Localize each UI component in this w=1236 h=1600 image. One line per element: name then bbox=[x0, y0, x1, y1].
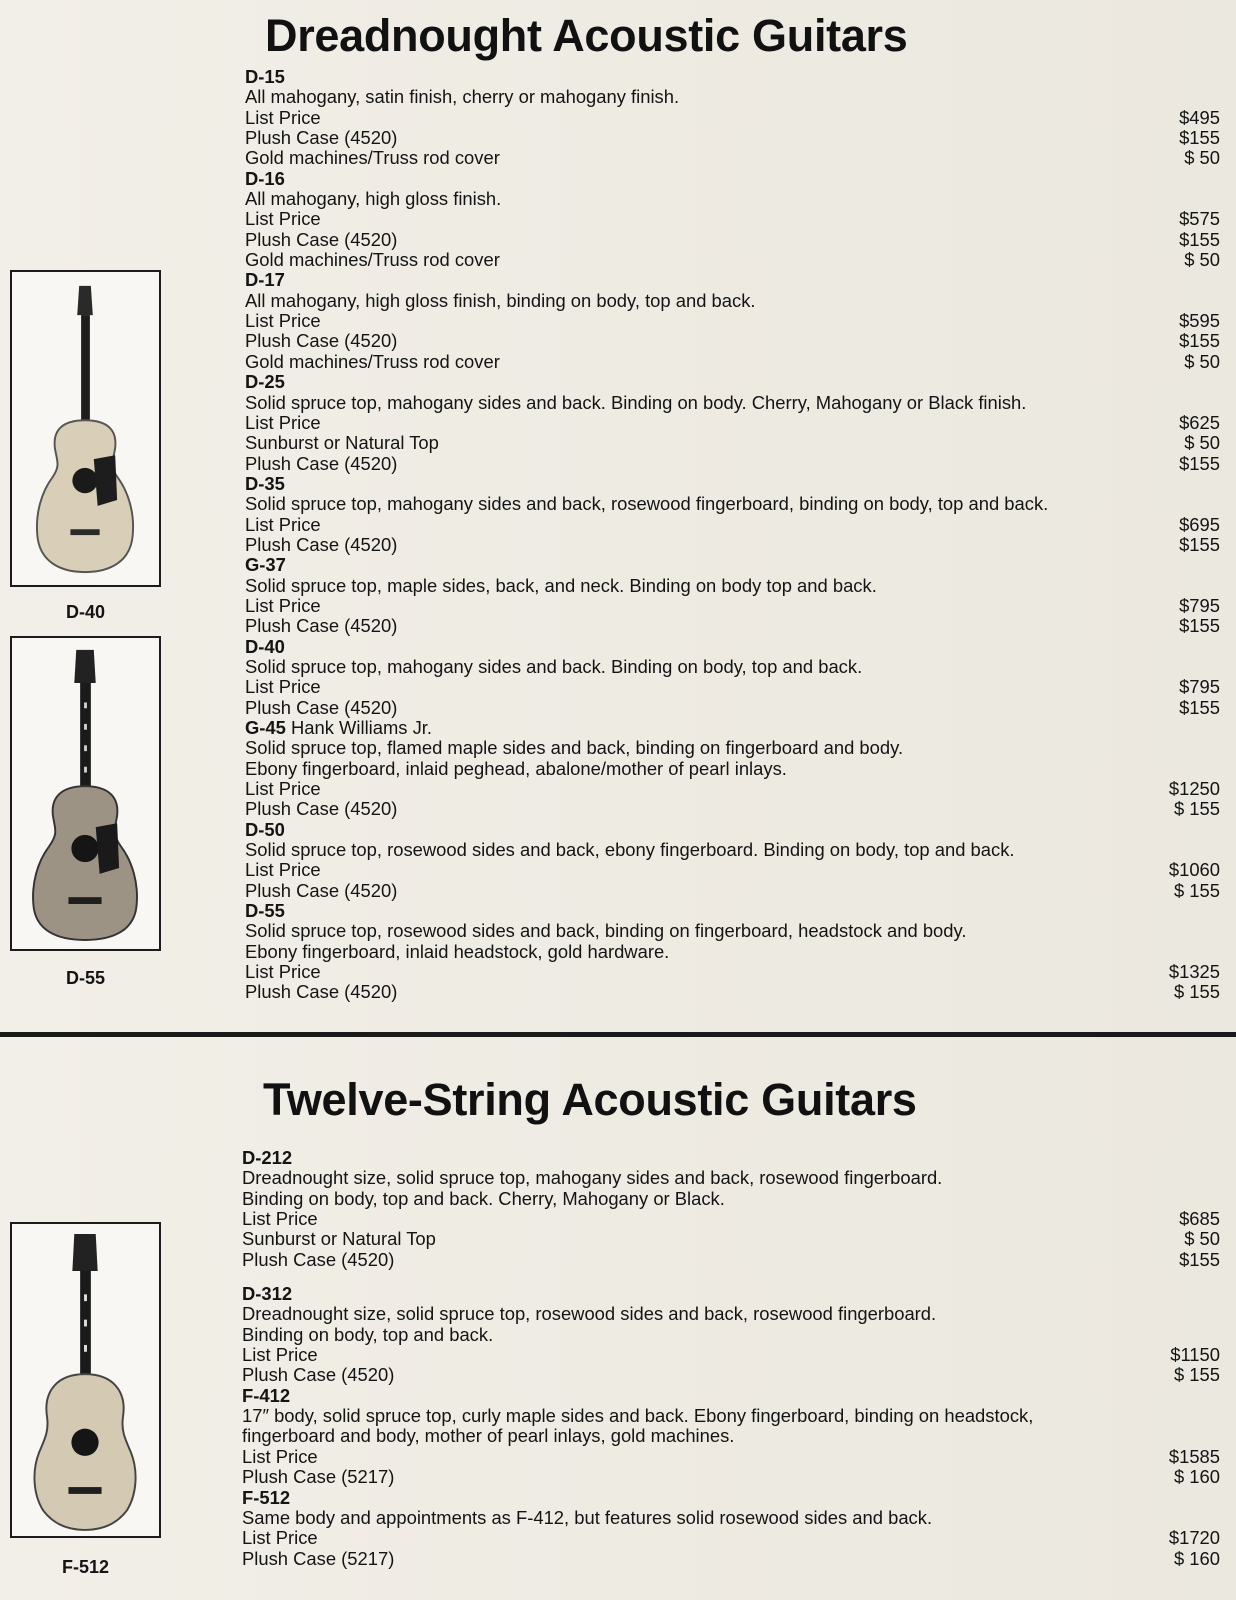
line-text: Plush Case (4520) bbox=[245, 533, 398, 555]
line-text: Ebony fingerboard, inlaid peghead, abalone/mother of pearl inlays. bbox=[245, 757, 787, 779]
line-price: $ 155 bbox=[1173, 798, 1220, 820]
model-entry bbox=[242, 1386, 1220, 1488]
line-text: List Price bbox=[245, 208, 321, 230]
price-line bbox=[242, 1426, 1220, 1446]
price-line bbox=[242, 1528, 1220, 1548]
photo-caption-d55: D-55 bbox=[65, 968, 105, 988]
line-text: Dreadnought size, solid spruce top, rosewood sides and back, rosewood fingerboard. bbox=[242, 1303, 937, 1325]
price-line bbox=[245, 454, 1220, 474]
line-text: Solid spruce top, mahogany sides and back, rosewood fingerboard, binding on body, top and back. bbox=[245, 493, 1049, 515]
model-entry bbox=[245, 901, 1220, 1003]
model-name: G-45 bbox=[245, 717, 286, 738]
line-text: Dreadnought size, solid spruce top, mahogany sides and back, rosewood fingerboard. bbox=[242, 1167, 943, 1189]
line-text: Ebony fingerboard, inlaid headstock, gold hardware. bbox=[245, 940, 670, 962]
line-text: Plush Case (5217) bbox=[242, 1466, 395, 1488]
model-name: D-50 bbox=[245, 818, 285, 840]
price-line bbox=[245, 87, 1220, 107]
line-text: Solid spruce top, mahogany sides and back. Binding on body, top and back. bbox=[245, 655, 863, 677]
photo-caption-d40: D-40 bbox=[65, 602, 105, 622]
price-line bbox=[242, 1406, 1220, 1426]
line-price: $575 bbox=[1179, 208, 1220, 230]
price-line bbox=[245, 677, 1220, 697]
line-price: $795 bbox=[1179, 594, 1220, 616]
line-text: Gold machines/Truss rod cover bbox=[245, 147, 500, 169]
model-heading bbox=[245, 718, 1220, 738]
line-text: Plush Case (4520) bbox=[245, 798, 398, 820]
model-name: D-17 bbox=[245, 269, 285, 291]
price-line bbox=[245, 209, 1220, 229]
price-line bbox=[245, 942, 1220, 962]
line-text: List Price bbox=[245, 859, 321, 881]
model-entry bbox=[245, 474, 1220, 555]
price-line bbox=[245, 494, 1220, 514]
line-price: $495 bbox=[1179, 106, 1220, 128]
line-price: $1150 bbox=[1170, 1344, 1220, 1366]
line-text: Plush Case (4520) bbox=[245, 615, 398, 637]
line-text: List Price bbox=[245, 676, 321, 698]
line-text: Gold machines/Truss rod cover bbox=[245, 249, 500, 271]
line-price: $1060 bbox=[1168, 859, 1220, 881]
line-text: Plush Case (5217) bbox=[242, 1547, 395, 1569]
line-text: Plush Case (4520) bbox=[242, 1248, 395, 1270]
photo-caption-f512: F-512 bbox=[61, 1557, 110, 1577]
price-line bbox=[242, 1229, 1220, 1249]
line-text: List Price bbox=[245, 106, 321, 128]
guitar-photo-d40 bbox=[10, 270, 161, 587]
line-text: Plush Case (4520) bbox=[245, 696, 398, 718]
model-heading bbox=[245, 372, 1220, 392]
price-line bbox=[245, 291, 1220, 311]
line-price: $685 bbox=[1179, 1208, 1220, 1230]
line-text: Plush Case (4520) bbox=[245, 879, 398, 901]
line-price: $ 155 bbox=[1173, 1364, 1220, 1386]
line-price: $155 bbox=[1179, 127, 1220, 149]
line-text: Same body and appointments as F-412, but features solid rosewood sides and back. bbox=[242, 1506, 933, 1528]
price-line bbox=[245, 413, 1220, 433]
model-heading bbox=[245, 820, 1220, 840]
price-line bbox=[245, 860, 1220, 880]
guitar-photo-d55 bbox=[10, 636, 161, 951]
price-line bbox=[245, 515, 1220, 535]
model-name: D-40 bbox=[245, 635, 285, 657]
twelve-string-price-list bbox=[242, 1148, 1220, 1569]
line-price: $155 bbox=[1179, 330, 1220, 352]
guitar-d40-icon bbox=[12, 272, 159, 585]
line-text: Plush Case (4520) bbox=[245, 228, 398, 250]
price-line bbox=[245, 128, 1220, 148]
model-name: D-55 bbox=[245, 900, 285, 922]
model-entry bbox=[245, 169, 1220, 271]
line-text: List Price bbox=[245, 310, 321, 332]
model-name: F-412 bbox=[242, 1384, 291, 1406]
model-heading bbox=[242, 1386, 1220, 1406]
line-text: Sunburst or Natural Top bbox=[242, 1228, 436, 1250]
price-line bbox=[242, 1168, 1220, 1188]
section-title-dreadnought: Dreadnought Acoustic Guitars bbox=[265, 10, 908, 61]
price-line bbox=[245, 616, 1220, 636]
model-entry bbox=[245, 555, 1220, 636]
model-heading bbox=[245, 901, 1220, 921]
line-price: $595 bbox=[1179, 310, 1220, 332]
line-text: List Price bbox=[245, 411, 321, 433]
line-text: 17″ body, solid spruce top, curly maple sides and back. Ebony fingerboard, binding on headstock, bbox=[242, 1405, 1034, 1427]
model-entry bbox=[245, 820, 1220, 901]
model-name: D-25 bbox=[245, 371, 285, 393]
model-heading bbox=[245, 637, 1220, 657]
line-price: $ 160 bbox=[1173, 1466, 1220, 1488]
model-heading bbox=[245, 67, 1220, 87]
line-text: List Price bbox=[242, 1208, 318, 1230]
price-line bbox=[242, 1189, 1220, 1209]
line-price: $155 bbox=[1179, 228, 1220, 250]
model-entry bbox=[245, 67, 1220, 169]
model-name: D-15 bbox=[245, 66, 285, 87]
line-text: Solid spruce top, flamed maple sides and back, binding on fingerboard and body. bbox=[245, 737, 904, 759]
model-entry bbox=[242, 1488, 1220, 1569]
line-price: $ 50 bbox=[1184, 249, 1220, 271]
price-line bbox=[245, 250, 1220, 270]
price-line bbox=[242, 1549, 1220, 1569]
model-heading bbox=[245, 270, 1220, 290]
model-heading bbox=[245, 474, 1220, 494]
price-line bbox=[245, 148, 1220, 168]
model-heading bbox=[242, 1148, 1220, 1168]
line-text: List Price bbox=[245, 513, 321, 535]
line-text: List Price bbox=[245, 778, 321, 800]
line-text: Gold machines/Truss rod cover bbox=[245, 350, 500, 372]
line-price: $1720 bbox=[1168, 1527, 1220, 1549]
line-price: $155 bbox=[1179, 696, 1220, 718]
model-name: D-16 bbox=[245, 167, 285, 189]
line-text: List Price bbox=[245, 594, 321, 616]
guitar-d55-icon bbox=[12, 638, 159, 949]
price-line bbox=[245, 331, 1220, 351]
guitar-f512-icon bbox=[12, 1224, 159, 1536]
model-entry bbox=[245, 637, 1220, 718]
line-text: List Price bbox=[242, 1445, 318, 1467]
line-price: $ 50 bbox=[1184, 350, 1220, 372]
price-line bbox=[245, 576, 1220, 596]
price-line bbox=[245, 779, 1220, 799]
price-line bbox=[245, 921, 1220, 941]
price-line bbox=[242, 1304, 1220, 1324]
model-name: D-312 bbox=[242, 1283, 293, 1305]
price-line bbox=[242, 1365, 1220, 1385]
price-line bbox=[245, 393, 1220, 413]
line-text: List Price bbox=[242, 1344, 318, 1366]
price-line bbox=[245, 759, 1220, 779]
price-line bbox=[245, 433, 1220, 453]
price-line bbox=[245, 962, 1220, 982]
price-line bbox=[245, 657, 1220, 677]
line-text: Plush Case (4520) bbox=[242, 1364, 395, 1386]
price-line bbox=[245, 311, 1220, 331]
line-text: Plush Case (4520) bbox=[245, 127, 398, 149]
line-price: $155 bbox=[1179, 533, 1220, 555]
price-line bbox=[245, 982, 1220, 1002]
line-text: Solid spruce top, rosewood sides and back, binding on fingerboard, headstock and body. bbox=[245, 920, 967, 942]
model-entry bbox=[245, 270, 1220, 372]
line-price: $695 bbox=[1179, 513, 1220, 535]
price-line bbox=[245, 535, 1220, 555]
price-line bbox=[245, 352, 1220, 372]
line-text: fingerboard and body, mother of pearl inlays, gold machines. bbox=[242, 1425, 735, 1447]
model-heading bbox=[242, 1488, 1220, 1508]
price-line bbox=[245, 840, 1220, 860]
price-line bbox=[242, 1467, 1220, 1487]
model-subtitle: Hank Williams Jr. bbox=[285, 717, 433, 738]
line-price: $ 50 bbox=[1184, 1228, 1220, 1250]
price-line bbox=[245, 230, 1220, 250]
model-name: D-212 bbox=[242, 1147, 293, 1168]
line-text: Plush Case (4520) bbox=[245, 981, 398, 1003]
line-text: Sunburst or Natural Top bbox=[245, 432, 439, 454]
price-line bbox=[242, 1209, 1220, 1229]
line-text: All mahogany, high gloss finish. bbox=[245, 188, 502, 210]
line-price: $625 bbox=[1179, 411, 1220, 433]
price-line bbox=[242, 1345, 1220, 1365]
line-price: $1325 bbox=[1168, 961, 1220, 983]
line-price: $155 bbox=[1179, 1248, 1220, 1270]
model-heading bbox=[242, 1284, 1220, 1304]
model-entry bbox=[242, 1284, 1220, 1386]
model-entry bbox=[245, 718, 1220, 820]
line-price: $155 bbox=[1179, 452, 1220, 474]
dreadnought-price-list bbox=[245, 67, 1220, 1003]
line-text: Solid spruce top, maple sides, back, and neck. Binding on body top and back. bbox=[245, 574, 877, 596]
price-line bbox=[245, 596, 1220, 616]
line-price: $ 160 bbox=[1173, 1547, 1220, 1569]
price-line bbox=[245, 738, 1220, 758]
price-line bbox=[242, 1508, 1220, 1528]
model-entry bbox=[242, 1148, 1220, 1270]
line-price: $155 bbox=[1179, 615, 1220, 637]
line-text: Binding on body, top and back. bbox=[242, 1323, 494, 1345]
price-line bbox=[245, 881, 1220, 901]
price-line bbox=[245, 799, 1220, 819]
line-text: Solid spruce top, rosewood sides and back, ebony fingerboard. Binding on body, top and back. bbox=[245, 839, 1015, 861]
line-text: Solid spruce top, mahogany sides and back. Binding on body. Cherry, Mahogany or Black finish. bbox=[245, 391, 1027, 413]
section-divider bbox=[0, 1032, 1236, 1037]
line-text: All mahogany, high gloss finish, binding on body, top and back. bbox=[245, 289, 756, 311]
line-price: $ 155 bbox=[1173, 981, 1220, 1003]
line-price: $1585 bbox=[1168, 1445, 1220, 1467]
price-line bbox=[242, 1325, 1220, 1345]
model-heading bbox=[245, 555, 1220, 575]
line-price: $ 50 bbox=[1184, 147, 1220, 169]
line-text: Binding on body, top and back. Cherry, Mahogany or Black. bbox=[242, 1187, 725, 1209]
model-entry bbox=[245, 372, 1220, 474]
section-title-twelve-string: Twelve-String Acoustic Guitars bbox=[263, 1074, 917, 1125]
model-heading bbox=[245, 169, 1220, 189]
line-text: Plush Case (4520) bbox=[245, 452, 398, 474]
guitar-photo-f512 bbox=[10, 1222, 161, 1538]
line-price: $795 bbox=[1179, 676, 1220, 698]
line-price: $1250 bbox=[1168, 778, 1220, 800]
model-name: F-512 bbox=[242, 1486, 291, 1508]
price-line bbox=[242, 1447, 1220, 1467]
line-text: List Price bbox=[242, 1527, 318, 1549]
price-line bbox=[242, 1250, 1220, 1270]
model-name: D-35 bbox=[245, 472, 285, 494]
price-line bbox=[245, 108, 1220, 128]
price-line bbox=[245, 698, 1220, 718]
line-text: List Price bbox=[245, 961, 321, 983]
line-text: Plush Case (4520) bbox=[245, 330, 398, 352]
line-text: All mahogany, satin finish, cherry or mahogany finish. bbox=[245, 86, 680, 108]
line-price: $ 155 bbox=[1173, 879, 1220, 901]
line-price: $ 50 bbox=[1184, 432, 1220, 454]
price-line bbox=[245, 189, 1220, 209]
model-name: G-37 bbox=[245, 554, 286, 576]
